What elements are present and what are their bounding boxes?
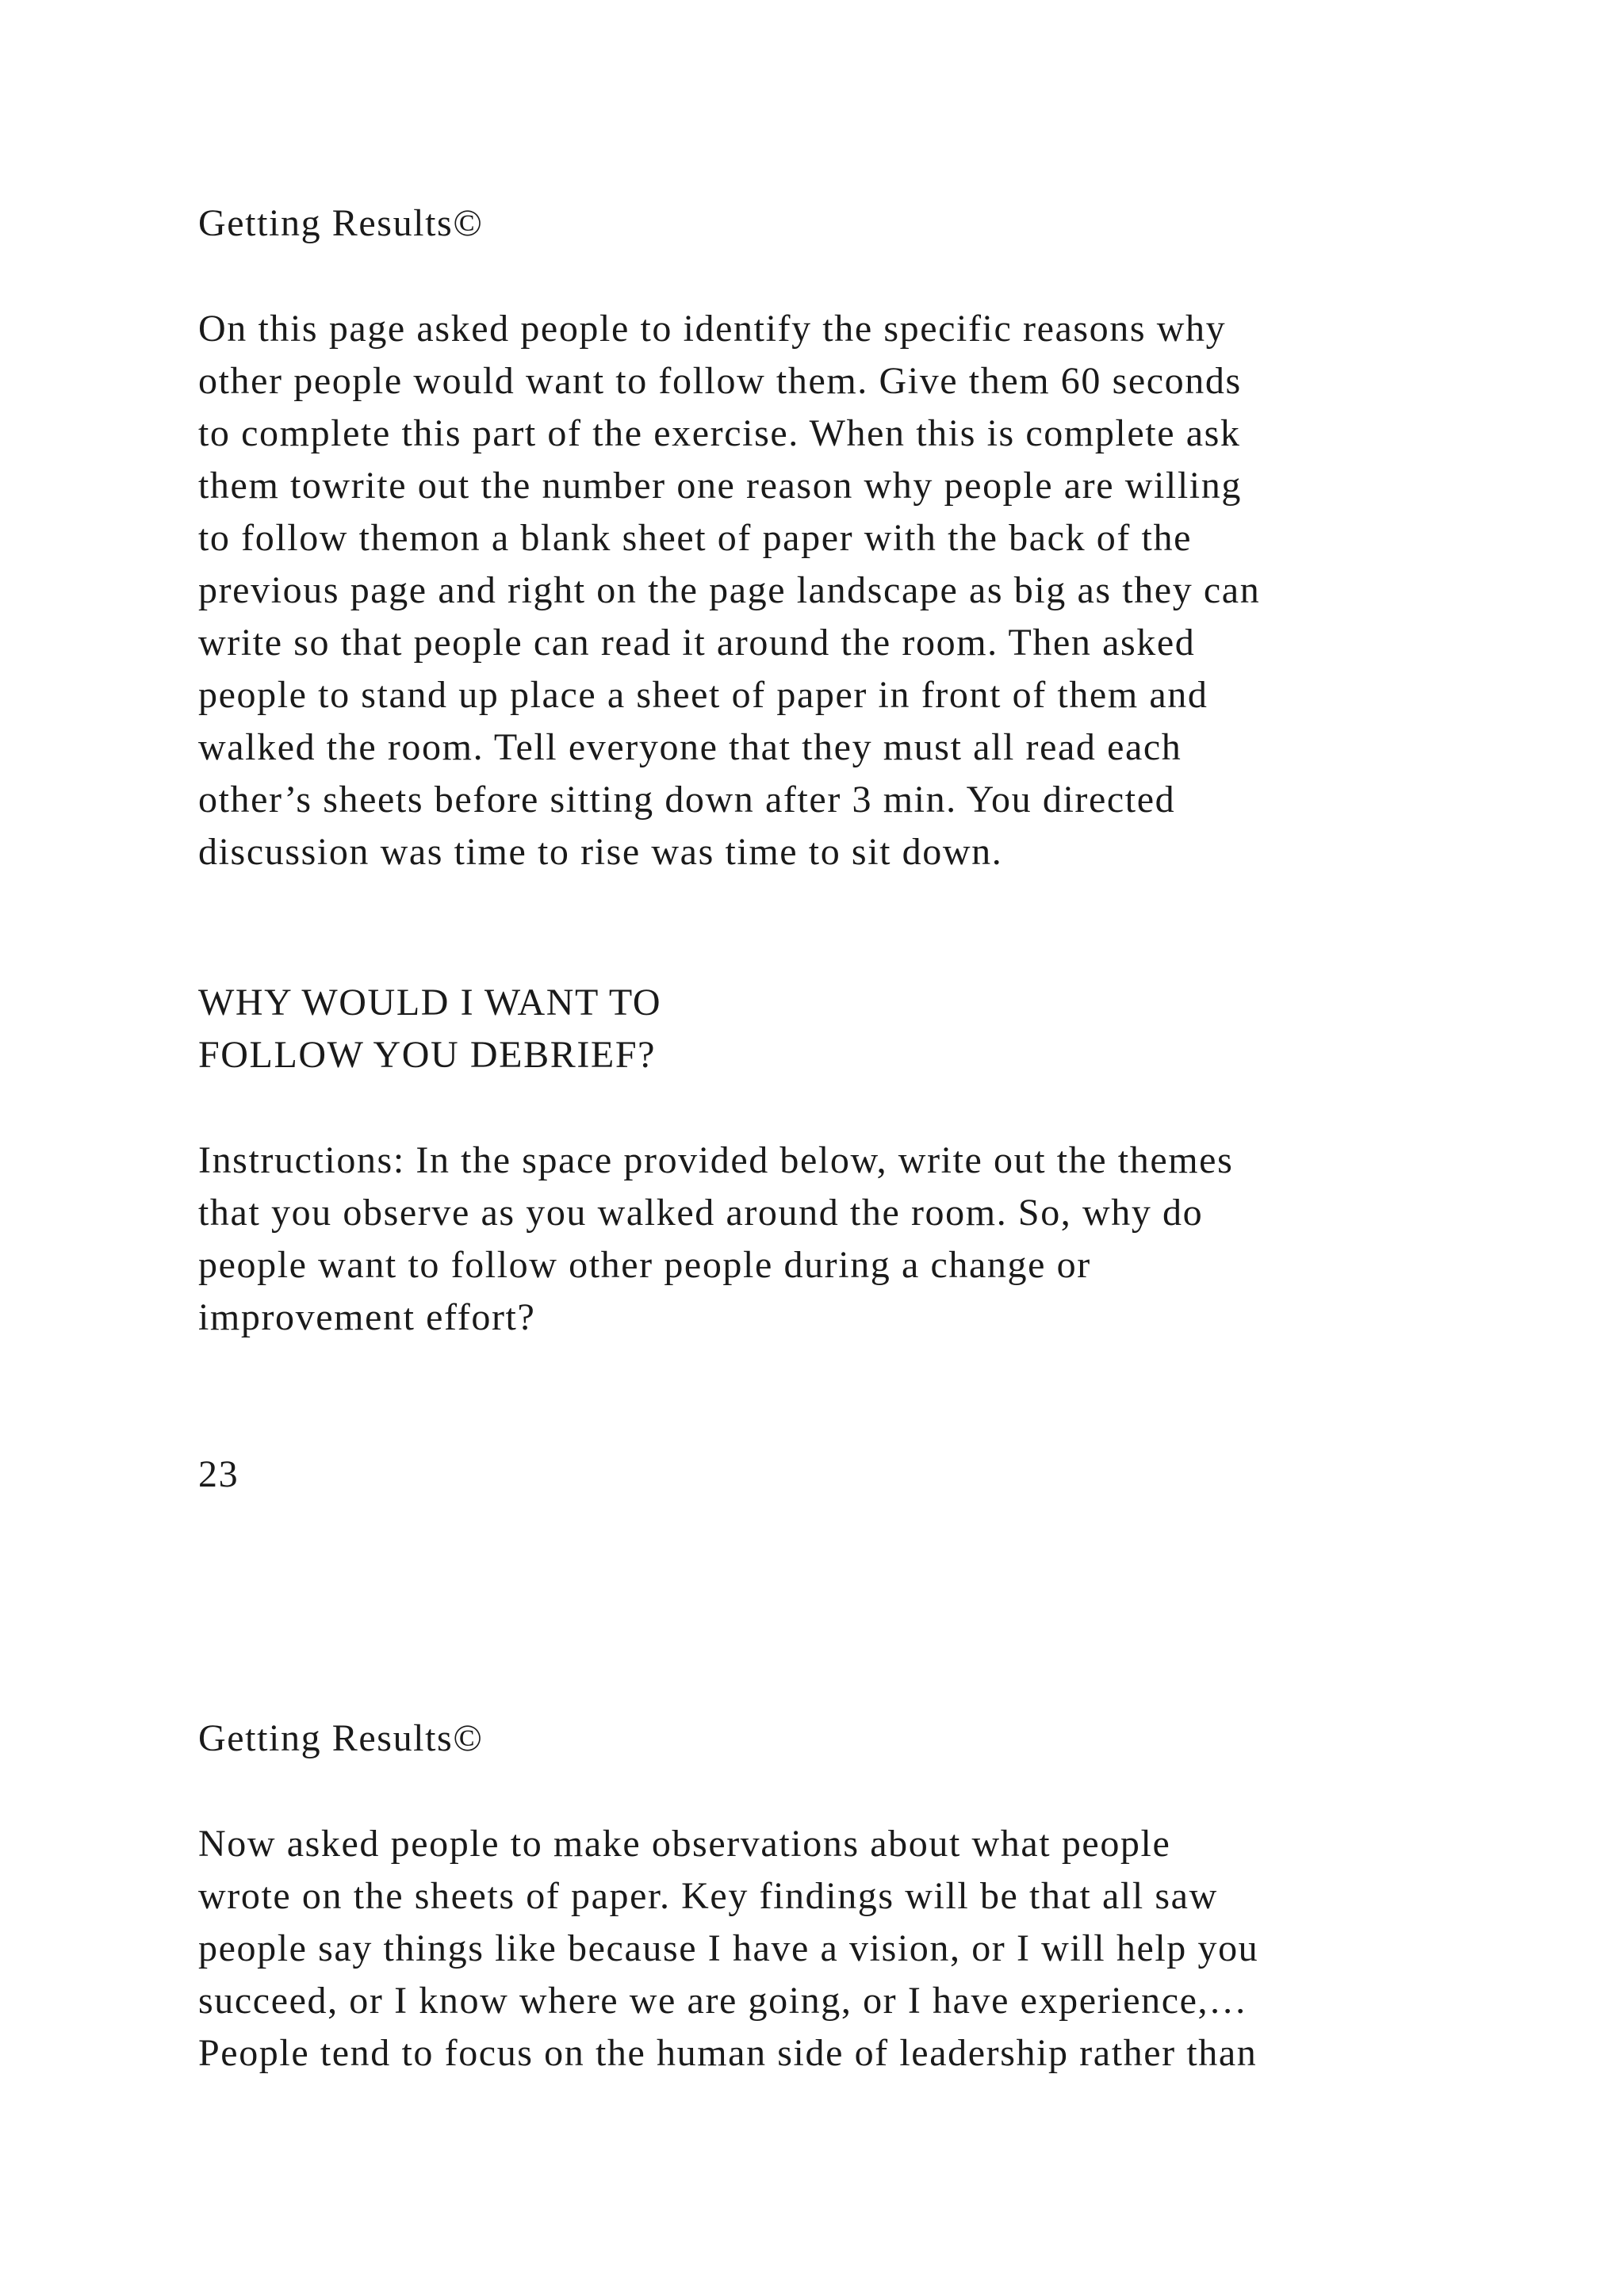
paragraph-line: to complete this part of the exercise. When this is complete ask	[198, 412, 1241, 454]
paragraph-line: People tend to focus on the human side of leadership rather than	[198, 2032, 1258, 2074]
paragraph-line: succeed, or I know where we are going, or I have experience,…	[198, 1980, 1248, 2022]
paragraph-line: discussion was time to rise was time to sit down.	[198, 831, 1003, 873]
paragraph-line: people say things like because I have a vision, or I will help you	[198, 1927, 1259, 1969]
paragraph-line: On this page asked people to identify the specific reasons why	[198, 308, 1227, 350]
paragraph-line: wrote on the sheets of paper. Key findings will be that all saw	[198, 1875, 1218, 1917]
paragraph-line: Now asked people to make observations about what people	[198, 1823, 1171, 1865]
header-text: Getting Results©	[198, 202, 484, 244]
body-paragraph	[198, 1818, 1467, 2080]
page-header	[198, 197, 1467, 250]
paragraph-line: people to stand up place a sheet of paper in front of them and	[198, 674, 1208, 716]
heading-line: WHY WOULD I WANT TO	[198, 982, 662, 1024]
paragraph-line: write so that people can read it around the room. Then asked	[198, 622, 1196, 664]
instructions-line: that you observe as you walked around the room. So, why do	[198, 1192, 1204, 1234]
instructions-paragraph	[198, 1135, 1467, 1344]
paragraph-line: previous page and right on the page landscape as big as they can	[198, 569, 1261, 611]
paragraph-line: them towrite out the number one reason why people are willing	[198, 465, 1242, 507]
section-heading	[198, 977, 1467, 1081]
paragraph-line: other people would want to follow them. Give them 60 seconds	[198, 360, 1242, 402]
page-header	[198, 1712, 1467, 1765]
paragraph-line: other’s sheets before sitting down after 3 min. You directed	[198, 779, 1176, 821]
paragraph-line: walked the room. Tell everyone that they must all read each	[198, 726, 1182, 768]
body-paragraph	[198, 303, 1467, 878]
heading-line: FOLLOW YOU DEBRIEF?	[198, 1034, 657, 1076]
instructions-line: improvement effort?	[198, 1296, 536, 1338]
instructions-line: Instructions: In the space provided below, write out the themes	[198, 1139, 1234, 1181]
paragraph-line: to follow themon a blank sheet of paper with the back of the	[198, 517, 1192, 559]
header-text: Getting Results©	[198, 1717, 484, 1759]
page-number	[198, 1448, 1467, 1501]
instructions-line: people want to follow other people during a change or	[198, 1244, 1091, 1286]
page-number-text: 23	[198, 1453, 239, 1495]
